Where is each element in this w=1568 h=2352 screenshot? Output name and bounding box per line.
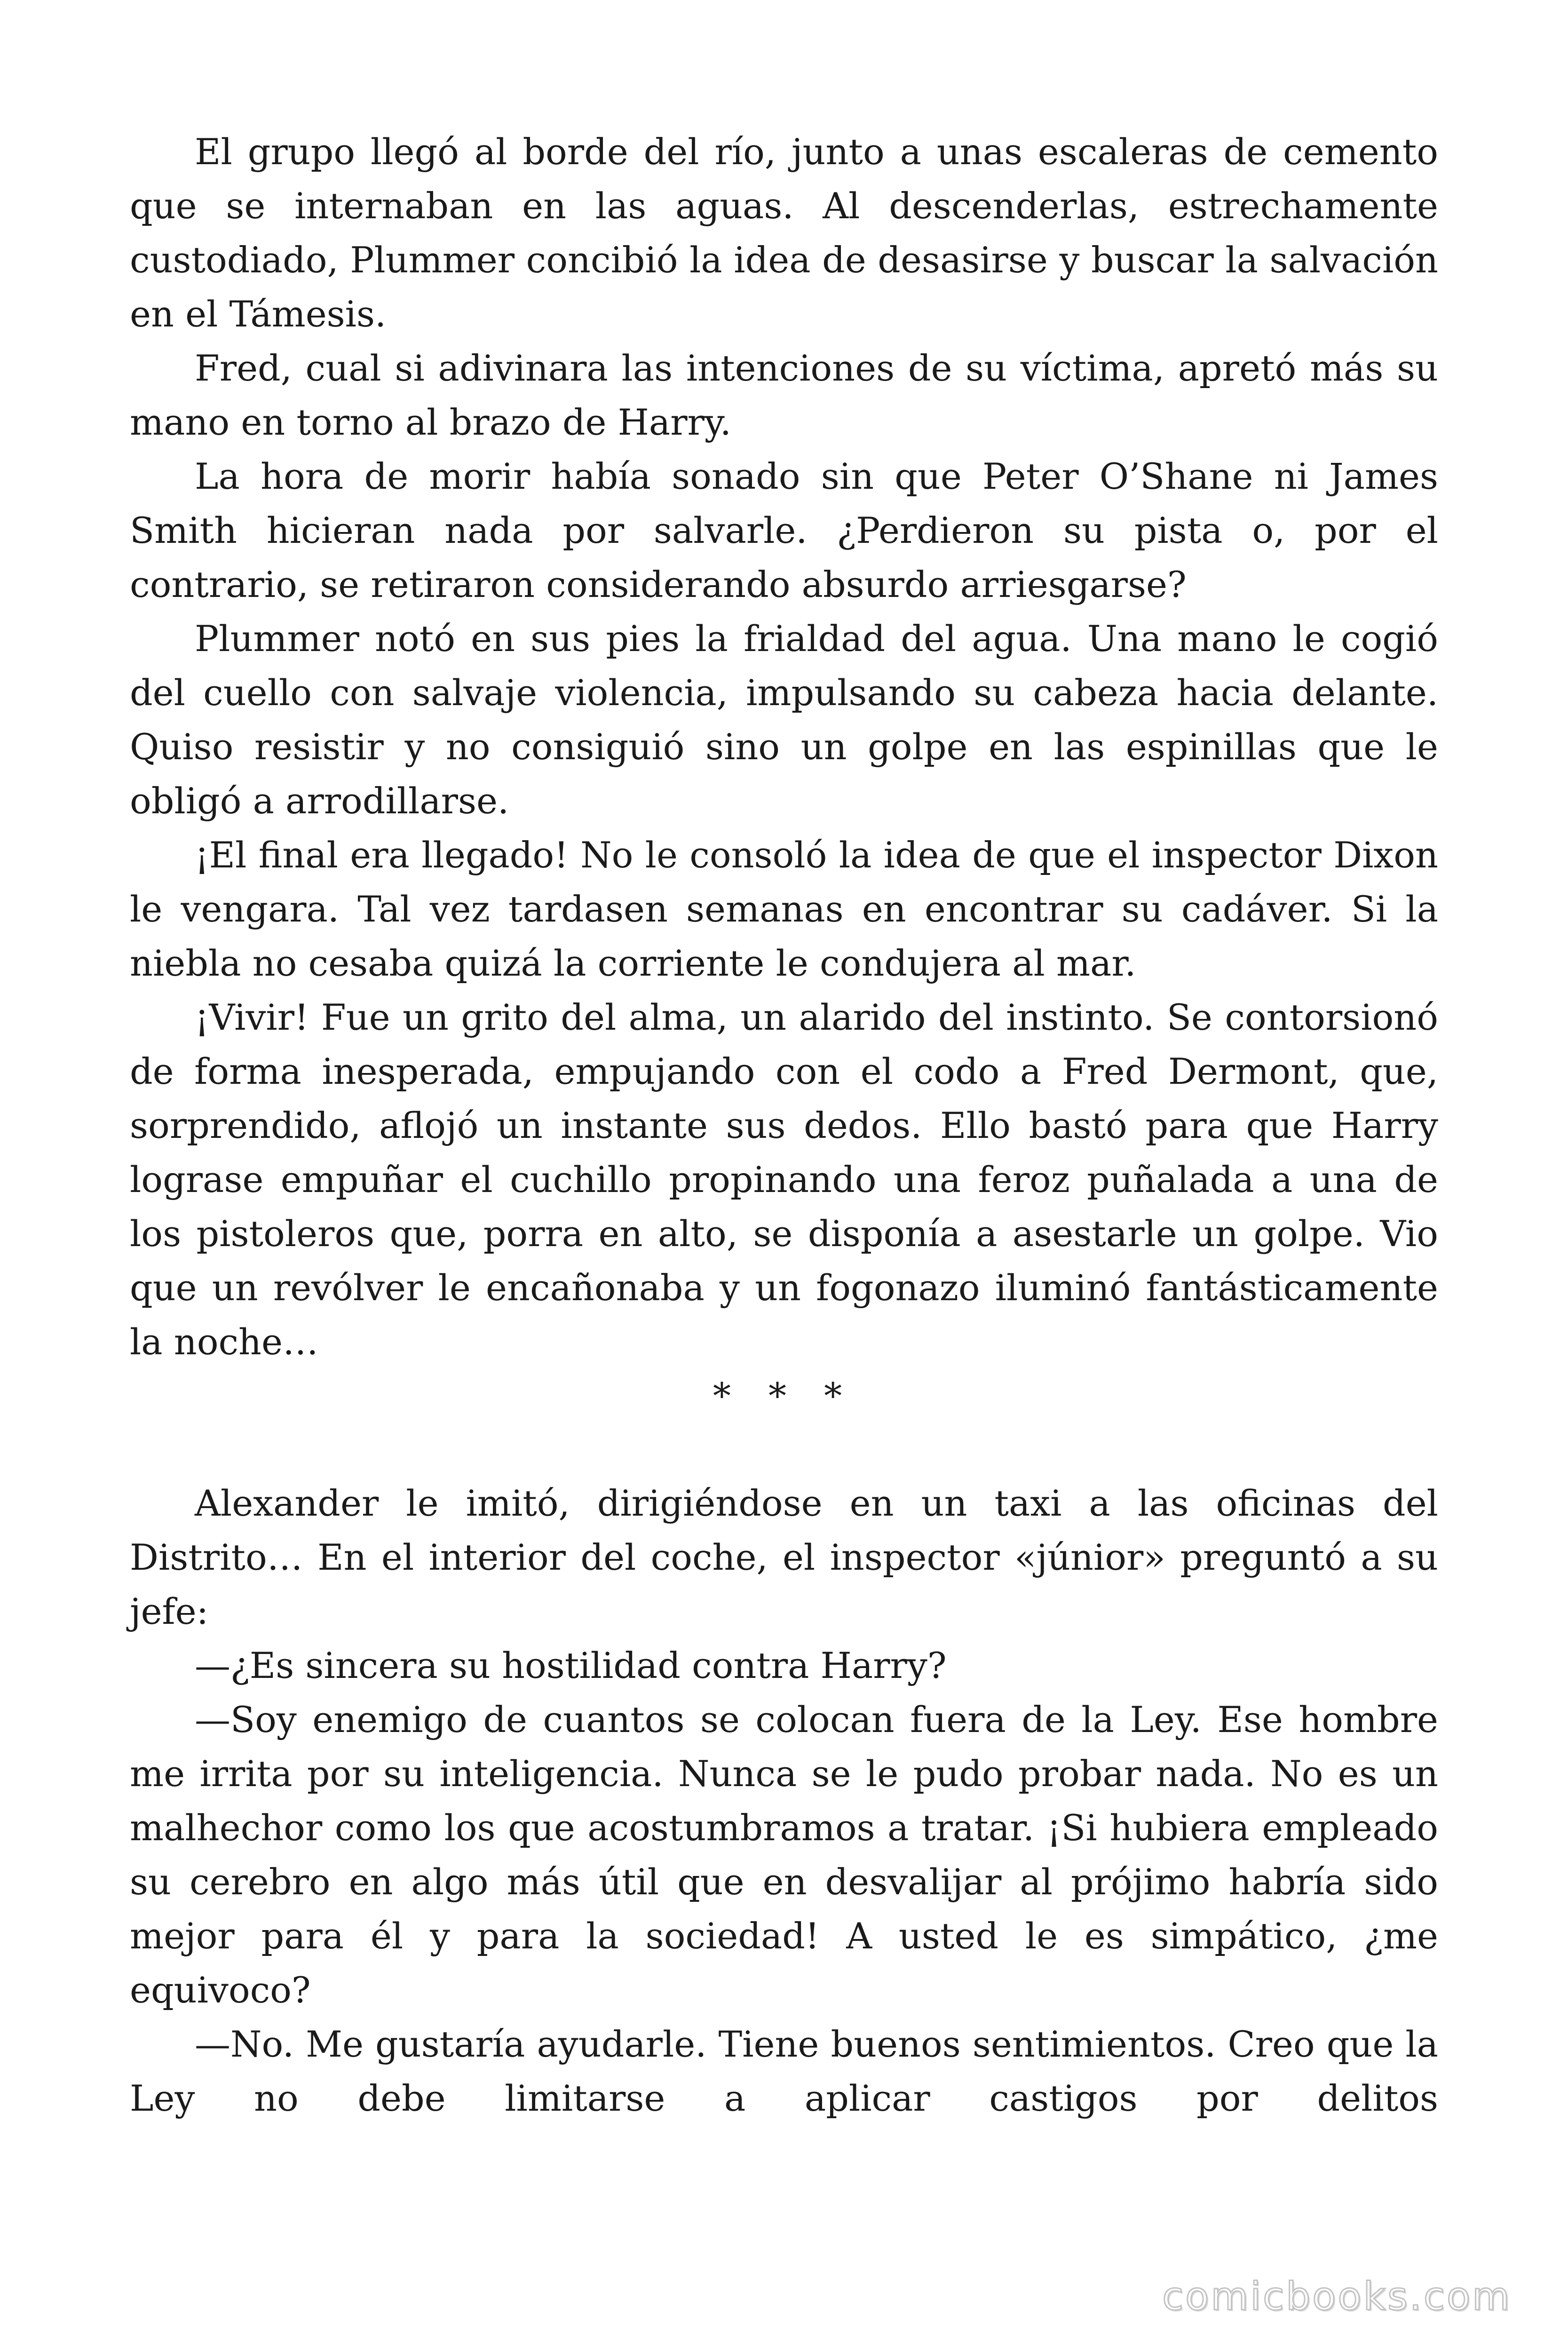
dialogue-line: —Soy enemigo de cuantos se colocan fuera de la Ley. Ese hombre me irrita por su inteligencia. Nunca se le pudo probar nada. No es un malhechor como los que acostumbramos a tratar. ¡Si hubiera empleado su cerebro en algo más útil que en desvalijar al prójimo habría sido mejor para él y para la sociedad! A usted le es simpático, ¿me equivoco? [130,1699,1438,2011]
paragraph: Fred, cual si adivinara las intenciones de su víctima, apretó más su mano en torno al brazo de Harry. [130,347,1438,443]
dialogue-line-continued: —No. Me gustaría ayudarle. Tiene buenos sentimientos. Creo que la Ley no debe limitarse a aplicar castigos por delitos [130,2023,1438,2119]
paragraph: Alexander le imitó, dirigiéndose en un taxi a las oficinas del Distrito… En el interior del coche, el inspector «júnior» preguntó a su jefe: [130,1482,1438,1632]
paragraph: ¡Vivir! Fue un grito del alma, un alarido del instinto. Se contorsionó de forma inesperada, empujando con el codo a Fred Dermont, que, sorprendido, aflojó un instante sus dedos. Ello bastó para que Harry lograse empuñar el cuchillo propinando una feroz puñalada a una de los pistoleros que, porra en alto, se disponía a asestarle un golpe. Vio que un revólver le encañonaba y un fogonazo iluminó fantásticamente la noche… [130,996,1438,1363]
paragraph: El grupo llegó al borde del río, junto a unas escaleras de cemento que se internaban en las aguas. Al descenderlas, estrechamente custodiado, Plummer concibió la idea de desasirse y buscar la salvación en el Támesis. [130,131,1438,335]
paragraph: ¡El final era llegado! No le consoló la idea de que el inspector Dixon le vengara. Tal vez tardasen semanas en encontrar su cadáver. Si la niebla no cesaba quizá la corriente le condujera al mar. [130,834,1438,984]
watermark-logo: comicbooks.com [1162,2274,1512,2319]
paragraph: Plummer notó en sus pies la frialdad del agua. Una mano le cogió del cuello con salvaje violencia, impulsando su cabeza hacia delante. Quiso resistir y no consiguió sino un golpe en las espinillas que le obligó a arrodillarse. [130,618,1438,822]
paragraph: La hora de morir había sonado sin que Peter O’Shane ni James Smith hicieran nada por salvarle. ¿Perdieron su pista o, por el contrario, se retiraron considerando absurdo arriesgarse? [130,455,1438,605]
section-break: * * * [713,1375,855,1417]
dialogue-line: —¿Es sincera su hostilidad contra Harry? [195,1645,947,1686]
page-text [130,125,1438,2125]
